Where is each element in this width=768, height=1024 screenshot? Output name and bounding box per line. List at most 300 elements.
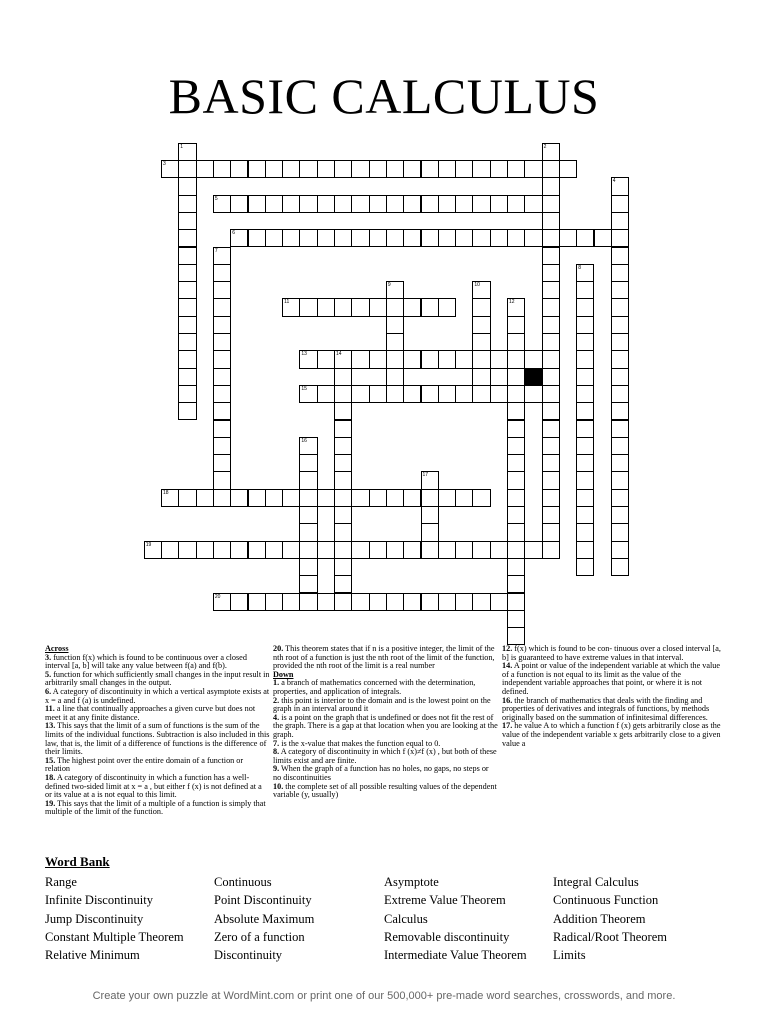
grid-cell[interactable] bbox=[576, 420, 594, 438]
grid-cell[interactable] bbox=[403, 541, 421, 559]
grid-cell[interactable] bbox=[178, 541, 196, 559]
grid-cell[interactable] bbox=[611, 558, 629, 576]
grid-cell[interactable] bbox=[542, 506, 560, 524]
grid-cell[interactable] bbox=[611, 420, 629, 438]
grid-cell[interactable] bbox=[438, 350, 456, 368]
grid-cell[interactable] bbox=[472, 541, 490, 559]
grid-cell[interactable] bbox=[369, 160, 387, 178]
grid-cell[interactable] bbox=[213, 541, 231, 559]
grid-cell[interactable] bbox=[230, 229, 248, 247]
grid-cell[interactable] bbox=[230, 489, 248, 507]
grid-cell[interactable] bbox=[507, 627, 525, 645]
grid-cell[interactable] bbox=[248, 489, 266, 507]
grid-cell[interactable] bbox=[213, 281, 231, 299]
grid-cell[interactable] bbox=[576, 368, 594, 386]
grid-cell[interactable] bbox=[386, 350, 404, 368]
grid-cell[interactable] bbox=[611, 177, 629, 195]
grid-cell[interactable] bbox=[178, 177, 196, 195]
grid-cell[interactable] bbox=[576, 316, 594, 334]
grid-cell[interactable] bbox=[421, 195, 439, 213]
grid-cell[interactable] bbox=[611, 471, 629, 489]
grid-cell[interactable] bbox=[386, 195, 404, 213]
grid-cell[interactable] bbox=[490, 195, 508, 213]
grid-cell[interactable] bbox=[576, 264, 594, 282]
grid-cell[interactable] bbox=[178, 368, 196, 386]
grid-cell[interactable] bbox=[594, 229, 612, 247]
grid-cell[interactable] bbox=[542, 160, 560, 178]
grid-cell[interactable] bbox=[542, 316, 560, 334]
grid-cell[interactable] bbox=[438, 195, 456, 213]
grid-cell[interactable] bbox=[213, 316, 231, 334]
grid-cell[interactable] bbox=[299, 350, 317, 368]
grid-cell[interactable] bbox=[282, 489, 300, 507]
grid-cell[interactable] bbox=[386, 160, 404, 178]
grid-cell[interactable] bbox=[507, 402, 525, 420]
grid-cell[interactable] bbox=[611, 298, 629, 316]
grid-cell[interactable] bbox=[421, 298, 439, 316]
grid-cell[interactable] bbox=[369, 541, 387, 559]
grid-cell[interactable] bbox=[611, 506, 629, 524]
grid-cell[interactable] bbox=[265, 195, 283, 213]
grid-cell[interactable] bbox=[421, 229, 439, 247]
grid-cell[interactable] bbox=[334, 454, 352, 472]
grid-cell[interactable] bbox=[576, 350, 594, 368]
grid-cell[interactable] bbox=[334, 471, 352, 489]
grid-cell[interactable] bbox=[542, 454, 560, 472]
grid-cell[interactable] bbox=[472, 281, 490, 299]
grid-cell[interactable] bbox=[576, 541, 594, 559]
grid-cell[interactable] bbox=[265, 593, 283, 611]
grid-cell[interactable] bbox=[507, 541, 525, 559]
grid-cell[interactable] bbox=[369, 298, 387, 316]
grid-cell[interactable] bbox=[213, 368, 231, 386]
grid-cell[interactable] bbox=[178, 281, 196, 299]
grid-cell[interactable] bbox=[611, 489, 629, 507]
grid-cell[interactable] bbox=[230, 160, 248, 178]
grid-cell[interactable] bbox=[369, 593, 387, 611]
grid-cell[interactable] bbox=[542, 471, 560, 489]
grid-cell[interactable] bbox=[507, 420, 525, 438]
grid-cell[interactable] bbox=[542, 385, 560, 403]
grid-cell[interactable] bbox=[490, 593, 508, 611]
grid-cell[interactable] bbox=[403, 229, 421, 247]
grid-cell[interactable] bbox=[299, 575, 317, 593]
grid-cell[interactable] bbox=[542, 368, 560, 386]
grid-cell[interactable] bbox=[386, 333, 404, 351]
grid-cell[interactable] bbox=[611, 212, 629, 230]
grid-cell[interactable] bbox=[507, 523, 525, 541]
grid-cell[interactable] bbox=[334, 575, 352, 593]
grid-cell[interactable] bbox=[213, 402, 231, 420]
grid-cell[interactable] bbox=[351, 385, 369, 403]
grid-cell[interactable] bbox=[386, 368, 404, 386]
grid-cell[interactable] bbox=[334, 420, 352, 438]
grid-cell[interactable] bbox=[507, 437, 525, 455]
grid-cell[interactable] bbox=[507, 298, 525, 316]
grid-cell[interactable] bbox=[611, 281, 629, 299]
grid-cell[interactable] bbox=[472, 350, 490, 368]
grid-cell[interactable] bbox=[472, 195, 490, 213]
grid-cell[interactable] bbox=[455, 541, 473, 559]
grid-cell[interactable] bbox=[299, 523, 317, 541]
grid-cell[interactable] bbox=[178, 195, 196, 213]
grid-cell[interactable] bbox=[507, 610, 525, 628]
grid-cell[interactable] bbox=[542, 420, 560, 438]
grid-cell[interactable] bbox=[351, 298, 369, 316]
grid-cell[interactable] bbox=[421, 489, 439, 507]
grid-cell[interactable] bbox=[611, 523, 629, 541]
grid-cell[interactable] bbox=[178, 160, 196, 178]
grid-cell[interactable] bbox=[334, 593, 352, 611]
grid-cell[interactable] bbox=[369, 385, 387, 403]
grid-cell[interactable] bbox=[507, 506, 525, 524]
grid-cell[interactable] bbox=[248, 229, 266, 247]
grid-cell[interactable] bbox=[282, 160, 300, 178]
grid-cell[interactable] bbox=[559, 229, 577, 247]
grid-cell[interactable] bbox=[213, 264, 231, 282]
grid-cell[interactable] bbox=[299, 385, 317, 403]
grid-cell[interactable] bbox=[576, 454, 594, 472]
grid-cell[interactable] bbox=[282, 229, 300, 247]
grid-cell[interactable] bbox=[559, 160, 577, 178]
grid-cell[interactable] bbox=[317, 195, 335, 213]
grid-cell[interactable] bbox=[438, 298, 456, 316]
grid-cell[interactable] bbox=[299, 454, 317, 472]
grid-cell[interactable] bbox=[507, 385, 525, 403]
grid-cell[interactable] bbox=[334, 541, 352, 559]
grid-cell[interactable] bbox=[351, 195, 369, 213]
grid-cell[interactable] bbox=[611, 385, 629, 403]
grid-cell[interactable] bbox=[282, 541, 300, 559]
grid-cell[interactable] bbox=[472, 385, 490, 403]
grid-cell[interactable] bbox=[611, 454, 629, 472]
grid-cell[interactable] bbox=[542, 247, 560, 265]
grid-cell[interactable] bbox=[576, 385, 594, 403]
grid-cell[interactable] bbox=[542, 177, 560, 195]
grid-cell[interactable] bbox=[299, 160, 317, 178]
grid-cell[interactable] bbox=[386, 298, 404, 316]
grid-cell[interactable] bbox=[265, 541, 283, 559]
grid-cell[interactable] bbox=[144, 541, 162, 559]
grid-cell[interactable] bbox=[369, 489, 387, 507]
grid-cell[interactable] bbox=[299, 489, 317, 507]
grid-cell[interactable] bbox=[351, 593, 369, 611]
grid-cell[interactable] bbox=[334, 298, 352, 316]
grid-cell[interactable] bbox=[317, 298, 335, 316]
grid-cell[interactable] bbox=[369, 195, 387, 213]
grid-cell[interactable] bbox=[542, 402, 560, 420]
grid-cell[interactable] bbox=[576, 558, 594, 576]
grid-cell[interactable] bbox=[403, 298, 421, 316]
grid-cell[interactable] bbox=[507, 333, 525, 351]
grid-cell[interactable] bbox=[369, 229, 387, 247]
grid-cell[interactable] bbox=[576, 506, 594, 524]
grid-cell[interactable] bbox=[299, 506, 317, 524]
grid-cell[interactable] bbox=[213, 298, 231, 316]
grid-cell[interactable] bbox=[213, 471, 231, 489]
grid-cell[interactable] bbox=[507, 489, 525, 507]
grid-cell[interactable] bbox=[299, 558, 317, 576]
grid-cell[interactable] bbox=[611, 316, 629, 334]
grid-cell[interactable] bbox=[490, 350, 508, 368]
grid-cell[interactable] bbox=[576, 281, 594, 299]
grid-cell[interactable] bbox=[317, 385, 335, 403]
grid-cell[interactable] bbox=[351, 350, 369, 368]
grid-cell[interactable] bbox=[299, 437, 317, 455]
grid-cell[interactable] bbox=[576, 471, 594, 489]
grid-cell[interactable] bbox=[421, 541, 439, 559]
grid-cell[interactable] bbox=[351, 229, 369, 247]
grid-cell[interactable] bbox=[386, 316, 404, 334]
grid-cell[interactable] bbox=[334, 437, 352, 455]
grid-cell[interactable] bbox=[334, 350, 352, 368]
grid-cell[interactable] bbox=[542, 195, 560, 213]
grid-cell[interactable] bbox=[299, 593, 317, 611]
grid-cell[interactable] bbox=[542, 212, 560, 230]
grid-cell[interactable] bbox=[611, 333, 629, 351]
grid-cell[interactable] bbox=[507, 368, 525, 386]
grid-cell[interactable] bbox=[507, 160, 525, 178]
grid-cell[interactable] bbox=[248, 160, 266, 178]
grid-cell[interactable] bbox=[178, 489, 196, 507]
grid-cell[interactable] bbox=[213, 350, 231, 368]
grid-cell[interactable] bbox=[611, 247, 629, 265]
grid-cell[interactable] bbox=[334, 229, 352, 247]
grid-cell[interactable] bbox=[611, 368, 629, 386]
grid-cell[interactable] bbox=[299, 298, 317, 316]
grid-cell[interactable] bbox=[576, 298, 594, 316]
grid-cell[interactable] bbox=[472, 316, 490, 334]
grid-cell[interactable] bbox=[351, 160, 369, 178]
grid-cell[interactable] bbox=[317, 160, 335, 178]
grid-cell[interactable] bbox=[542, 350, 560, 368]
grid-cell[interactable] bbox=[542, 298, 560, 316]
grid-cell[interactable] bbox=[403, 350, 421, 368]
grid-cell[interactable] bbox=[507, 350, 525, 368]
grid-cell[interactable] bbox=[334, 506, 352, 524]
grid-cell[interactable] bbox=[178, 298, 196, 316]
grid-cell[interactable] bbox=[334, 489, 352, 507]
grid-cell[interactable] bbox=[213, 420, 231, 438]
grid-cell[interactable] bbox=[178, 316, 196, 334]
grid-cell[interactable] bbox=[507, 575, 525, 593]
grid-cell[interactable] bbox=[455, 489, 473, 507]
grid-cell[interactable] bbox=[213, 437, 231, 455]
grid-cell[interactable] bbox=[334, 195, 352, 213]
grid-cell[interactable] bbox=[386, 385, 404, 403]
grid-cell[interactable] bbox=[386, 593, 404, 611]
grid-cell[interactable] bbox=[248, 593, 266, 611]
grid-cell[interactable] bbox=[403, 593, 421, 611]
grid-cell[interactable] bbox=[334, 558, 352, 576]
grid-cell[interactable] bbox=[524, 541, 542, 559]
grid-cell[interactable] bbox=[161, 541, 179, 559]
grid-cell[interactable] bbox=[178, 264, 196, 282]
grid-cell[interactable] bbox=[524, 160, 542, 178]
grid-cell[interactable] bbox=[178, 143, 196, 161]
grid-cell[interactable] bbox=[213, 247, 231, 265]
grid-cell[interactable] bbox=[611, 350, 629, 368]
footer-text[interactable]: Create your own puzzle at WordMint.com or print one of our 500,000+ pre-made word searches, crosswords, and more. bbox=[92, 990, 676, 1002]
grid-cell[interactable] bbox=[611, 264, 629, 282]
grid-cell[interactable] bbox=[542, 229, 560, 247]
grid-cell[interactable] bbox=[421, 350, 439, 368]
grid-cell[interactable] bbox=[438, 489, 456, 507]
grid-cell[interactable] bbox=[438, 385, 456, 403]
grid-cell[interactable] bbox=[472, 333, 490, 351]
grid-cell[interactable] bbox=[317, 489, 335, 507]
grid-cell[interactable] bbox=[213, 160, 231, 178]
grid-cell[interactable] bbox=[248, 195, 266, 213]
grid-cell[interactable] bbox=[542, 264, 560, 282]
grid-cell[interactable] bbox=[265, 160, 283, 178]
grid-cell[interactable] bbox=[438, 541, 456, 559]
grid-cell[interactable] bbox=[542, 143, 560, 161]
grid-cell[interactable] bbox=[542, 523, 560, 541]
grid-cell[interactable] bbox=[178, 212, 196, 230]
grid-cell[interactable] bbox=[455, 160, 473, 178]
grid-cell[interactable] bbox=[403, 160, 421, 178]
grid-cell[interactable] bbox=[317, 229, 335, 247]
grid-cell[interactable] bbox=[369, 350, 387, 368]
grid-cell[interactable] bbox=[196, 541, 214, 559]
grid-cell[interactable] bbox=[507, 558, 525, 576]
grid-cell[interactable] bbox=[507, 593, 525, 611]
grid-cell[interactable] bbox=[507, 195, 525, 213]
grid-cell[interactable] bbox=[611, 229, 629, 247]
grid-cell[interactable] bbox=[196, 160, 214, 178]
grid-cell[interactable] bbox=[421, 385, 439, 403]
grid-cell[interactable] bbox=[334, 385, 352, 403]
grid-cell[interactable] bbox=[576, 333, 594, 351]
grid-cell[interactable] bbox=[317, 541, 335, 559]
grid-cell[interactable] bbox=[213, 593, 231, 611]
grid-cell[interactable] bbox=[611, 437, 629, 455]
grid-cell[interactable] bbox=[472, 298, 490, 316]
grid-cell[interactable] bbox=[265, 489, 283, 507]
grid-cell[interactable] bbox=[317, 350, 335, 368]
grid-cell[interactable] bbox=[230, 593, 248, 611]
grid-cell[interactable] bbox=[282, 298, 300, 316]
grid-cell[interactable] bbox=[576, 402, 594, 420]
grid-cell[interactable] bbox=[472, 160, 490, 178]
grid-cell[interactable] bbox=[438, 160, 456, 178]
grid-cell[interactable] bbox=[576, 437, 594, 455]
grid-cell[interactable] bbox=[421, 523, 439, 541]
grid-cell[interactable] bbox=[334, 523, 352, 541]
grid-cell[interactable] bbox=[455, 385, 473, 403]
grid-cell[interactable] bbox=[386, 281, 404, 299]
grid-cell[interactable] bbox=[507, 471, 525, 489]
grid-cell[interactable] bbox=[299, 229, 317, 247]
grid-cell[interactable] bbox=[490, 385, 508, 403]
grid-cell[interactable] bbox=[213, 333, 231, 351]
grid-cell[interactable] bbox=[576, 489, 594, 507]
grid-cell[interactable] bbox=[178, 350, 196, 368]
grid-cell[interactable] bbox=[438, 229, 456, 247]
grid-cell[interactable] bbox=[611, 541, 629, 559]
grid-cell[interactable] bbox=[507, 229, 525, 247]
grid-cell[interactable] bbox=[490, 160, 508, 178]
grid-cell[interactable] bbox=[213, 385, 231, 403]
grid-cell[interactable] bbox=[542, 333, 560, 351]
grid-cell[interactable] bbox=[403, 385, 421, 403]
grid-cell[interactable] bbox=[524, 195, 542, 213]
grid-cell[interactable] bbox=[472, 593, 490, 611]
grid-cell[interactable] bbox=[576, 229, 594, 247]
grid-cell[interactable] bbox=[421, 160, 439, 178]
grid-cell[interactable] bbox=[524, 385, 542, 403]
grid-cell[interactable] bbox=[403, 195, 421, 213]
grid-cell[interactable] bbox=[334, 402, 352, 420]
grid-cell[interactable] bbox=[282, 593, 300, 611]
grid-cell[interactable] bbox=[611, 402, 629, 420]
grid-cell[interactable] bbox=[299, 195, 317, 213]
grid-cell[interactable] bbox=[455, 593, 473, 611]
grid-cell[interactable] bbox=[403, 489, 421, 507]
grid-cell[interactable] bbox=[213, 195, 231, 213]
grid-cell[interactable] bbox=[196, 489, 214, 507]
grid-cell[interactable] bbox=[421, 506, 439, 524]
grid-cell[interactable] bbox=[178, 385, 196, 403]
grid-cell[interactable] bbox=[161, 160, 179, 178]
grid-cell[interactable] bbox=[455, 350, 473, 368]
grid-cell[interactable] bbox=[507, 316, 525, 334]
grid-cell[interactable] bbox=[178, 229, 196, 247]
grid-cell[interactable] bbox=[299, 471, 317, 489]
grid-cell[interactable] bbox=[542, 489, 560, 507]
grid-cell[interactable] bbox=[611, 195, 629, 213]
grid-cell[interactable] bbox=[265, 229, 283, 247]
grid-cell[interactable] bbox=[351, 489, 369, 507]
grid-cell[interactable] bbox=[334, 368, 352, 386]
grid-cell[interactable] bbox=[472, 229, 490, 247]
grid-cell[interactable] bbox=[490, 229, 508, 247]
grid-cell[interactable] bbox=[472, 368, 490, 386]
grid-cell[interactable] bbox=[317, 593, 335, 611]
grid-cell[interactable] bbox=[178, 247, 196, 265]
grid-cell[interactable] bbox=[438, 593, 456, 611]
grid-cell[interactable] bbox=[351, 541, 369, 559]
grid-cell[interactable] bbox=[455, 229, 473, 247]
grid-cell[interactable] bbox=[524, 350, 542, 368]
grid-cell[interactable] bbox=[230, 541, 248, 559]
grid-cell[interactable] bbox=[386, 489, 404, 507]
grid-cell[interactable] bbox=[386, 229, 404, 247]
grid-cell[interactable] bbox=[178, 402, 196, 420]
grid-cell[interactable] bbox=[542, 541, 560, 559]
grid-cell[interactable] bbox=[213, 489, 231, 507]
grid-cell[interactable] bbox=[542, 437, 560, 455]
grid-cell[interactable] bbox=[299, 541, 317, 559]
grid-cell[interactable] bbox=[334, 160, 352, 178]
grid-cell[interactable] bbox=[472, 489, 490, 507]
grid-cell[interactable] bbox=[576, 523, 594, 541]
grid-cell[interactable] bbox=[213, 454, 231, 472]
grid-cell[interactable] bbox=[524, 229, 542, 247]
grid-cell[interactable] bbox=[248, 541, 266, 559]
grid-cell[interactable] bbox=[386, 541, 404, 559]
grid-cell[interactable] bbox=[490, 541, 508, 559]
grid-cell[interactable] bbox=[455, 195, 473, 213]
grid-cell[interactable] bbox=[421, 471, 439, 489]
grid-cell[interactable] bbox=[178, 333, 196, 351]
grid-cell[interactable] bbox=[542, 281, 560, 299]
grid-cell[interactable] bbox=[161, 489, 179, 507]
grid-cell[interactable] bbox=[507, 454, 525, 472]
grid-cell[interactable] bbox=[230, 195, 248, 213]
grid-cell[interactable] bbox=[282, 195, 300, 213]
